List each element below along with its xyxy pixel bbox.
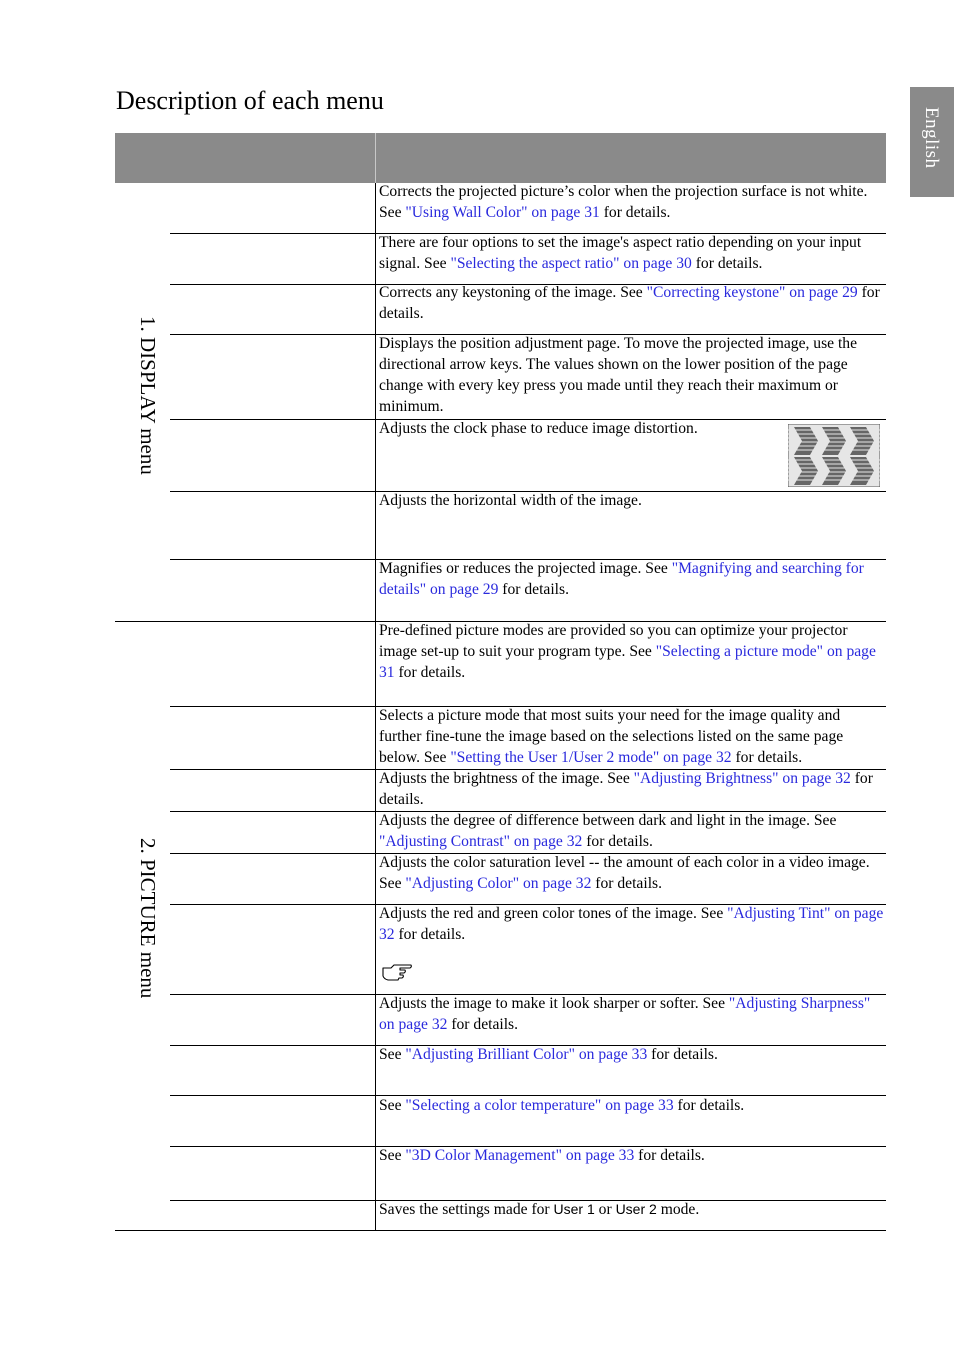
link-color-temperature[interactable]: "Selecting a color temperature" on page 33	[405, 1097, 674, 1114]
link-using-wall-color[interactable]: "Using Wall Color" on page 31	[405, 204, 600, 221]
row-phase: Adjusts the clock phase to reduce image distortion.	[379, 420, 698, 437]
link-adjusting-brightness[interactable]: "Adjusting Brightness" on page 32	[633, 770, 851, 787]
row-reference-mode: Selects a picture mode that most suits your need for the image quality and further fine-tune the image based on the selections listed on the same page below. See "Setting the User 1/User 2 mode" on page 32 for details.	[379, 707, 844, 766]
row-aspect-ratio: There are four options to set the image's aspect ratio depending on your input signal. See "Selecting the aspect ratio" on page 30 for details.	[379, 234, 862, 272]
row-brightness: Adjusts the brightness of the image. See "Adjusting Brightness" on page 32 for details.	[379, 770, 873, 808]
pointing-hand-note-icon	[381, 962, 413, 982]
link-adjusting-color[interactable]: "Adjusting Color" on page 32	[405, 875, 592, 892]
row-brilliant-color: See "Adjusting Brilliant Color" on page 33 for details.	[379, 1046, 718, 1063]
language-tab	[910, 87, 954, 197]
table-header	[115, 133, 886, 183]
user-1-label: User 1	[553, 1201, 595, 1217]
row-wall-color: Corrects the projected picture’s color when the projection surface is not white. See "Using Wall Color" on page 31 for details.	[379, 183, 868, 221]
link-user-mode[interactable]: "Setting the User 1/User 2 mode" on page 32	[450, 749, 732, 766]
page-title: Description of each menu	[116, 86, 384, 115]
row-save-settings: Saves the settings made for User 1 or User 2 mode.	[379, 1201, 700, 1218]
header-divider	[375, 133, 376, 183]
row-keystone: Corrects any keystoning of the image. See "Correcting keystone" on page 29 for details.	[379, 284, 880, 322]
row-3d-color-management: See "3D Color Management" on page 33 for details.	[379, 1147, 705, 1164]
row-contrast: Adjusts the degree of difference between dark and light in the image. See "Adjusting Contrast" on page 32 for details.	[379, 812, 837, 850]
row-color-temperature: See "Selecting a color temperature" on page 33 for details.	[379, 1097, 745, 1114]
table-bottom-border	[115, 1230, 886, 1231]
row-picture-mode: Pre-defined picture modes are provided so you can optimize your projector image set-up to suit your program type. See "Selecting a picture mode" on page 31 for details.	[379, 622, 876, 681]
language-tab-label: English	[921, 107, 942, 169]
link-brilliant-color[interactable]: "Adjusting Brilliant Color" on page 33	[405, 1046, 648, 1063]
link-adjusting-contrast[interactable]: "Adjusting Contrast" on page 32	[379, 833, 583, 850]
clock-phase-pattern-icon	[788, 424, 880, 487]
section-display-menu: 1. DISPLAY menu	[136, 316, 160, 475]
row-tint: Adjusts the red and green color tones of the image. See "Adjusting Tint" on page 32 for details.	[379, 905, 884, 943]
row-color: Adjusts the color saturation level -- the amount of each color in a video image. See "Adjusting Color" on page 32 for details.	[379, 854, 870, 892]
section-picture-menu: 2. PICTURE menu	[136, 838, 160, 999]
link-adjusting-tint[interactable]: "Adjusting Tint" on page 32	[379, 905, 884, 943]
link-adjusting-sharpness[interactable]: "Adjusting Sharpness" on page 32	[379, 995, 871, 1033]
link-selecting-picture-mode[interactable]: "Selecting a picture mode" on page 31	[379, 643, 876, 681]
link-aspect-ratio[interactable]: "Selecting the aspect ratio" on page 30	[450, 255, 692, 272]
row-position: Displays the position adjustment page. To move the projected image, use the directional arrow keys. The values shown on the lower position of the page change with every key press you made until they reach their maximum or minimum.	[379, 335, 858, 415]
row-h-size: Adjusts the horizontal width of the image.	[379, 492, 642, 509]
link-3d-color-management[interactable]: "3D Color Management" on page 33	[405, 1147, 635, 1164]
link-correcting-keystone[interactable]: "Correcting keystone" on page 29	[646, 284, 858, 301]
row-digital-zoom: Magnifies or reduces the projected image. See "Magnifying and searching for details" on page 29 for details.	[379, 560, 864, 598]
user-2-label: User 2	[615, 1201, 657, 1217]
link-magnifying[interactable]: "Magnifying and searching for details" on page 29	[379, 560, 864, 598]
row-sharpness: Adjusts the image to make it look sharper or softer. See "Adjusting Sharpness" on page 32 for details.	[379, 995, 871, 1033]
